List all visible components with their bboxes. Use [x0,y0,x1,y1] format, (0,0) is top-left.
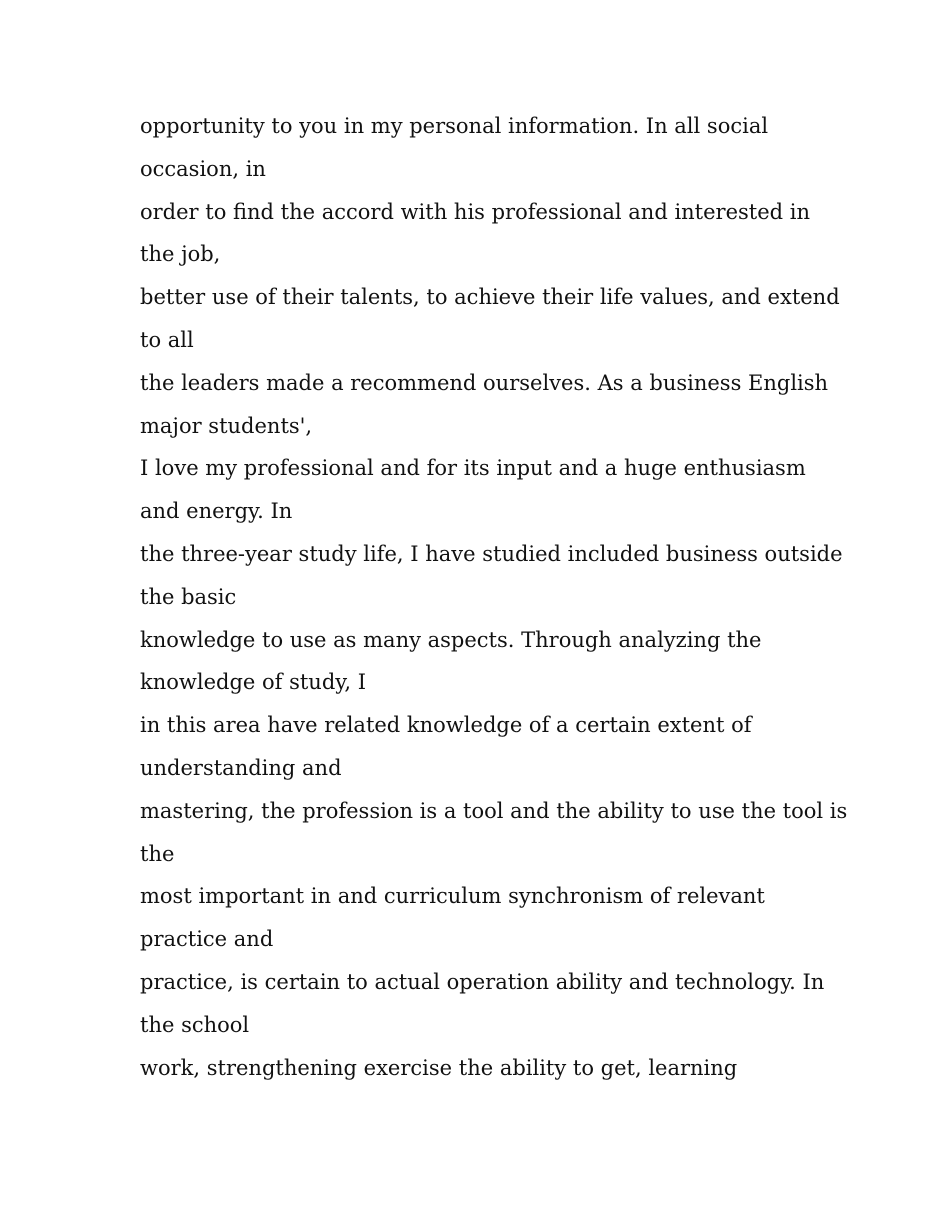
text-line-19: most important in and curriculum synchronism of relevant [140,884,765,909]
text-line-20: practice and [140,927,274,952]
text-line-14: knowledge of study, I [140,670,366,695]
text-line-1: opportunity to you in my personal information. In all social [140,114,769,138]
text-line-7: the leaders made a recommend ourselves. As a business English [140,370,829,395]
text-line-4: the job, [140,242,221,267]
text-line-11: the three-year study life, I have studied included business outside [140,541,843,566]
text-line-23: work, strengthening exercise the ability to get, learning [140,1055,738,1080]
text-line-2: occasion, in [140,156,266,181]
text-line-10: and energy. In [140,499,293,524]
text-line-9: I love my professional and for its input and a huge enthusiasm [140,456,806,481]
text-line-5: better use of their talents, to achieve their life values, and extend [140,285,840,310]
text-line-17: mastering, the profession is a tool and the ability to use the tool is [140,798,848,823]
text-line-16: understanding and [140,755,342,780]
text-line-13: knowledge to use as many aspects. Through analyzing the [140,627,762,652]
text-line-8: major students', [140,413,313,438]
text-line-18: the [140,841,175,866]
text-line-12: the basic [140,584,237,609]
text-line-21: practice, is certain to actual operation ability and technology. In [140,969,825,994]
document-body [140,105,848,1089]
text-line-15: in this area have related knowledge of a certain extent of [140,713,752,738]
text-line-3: order to find the accord with his professional and interested in [140,199,811,224]
text-line-22: the school [140,1012,250,1037]
text-line-6: to all [140,327,194,352]
